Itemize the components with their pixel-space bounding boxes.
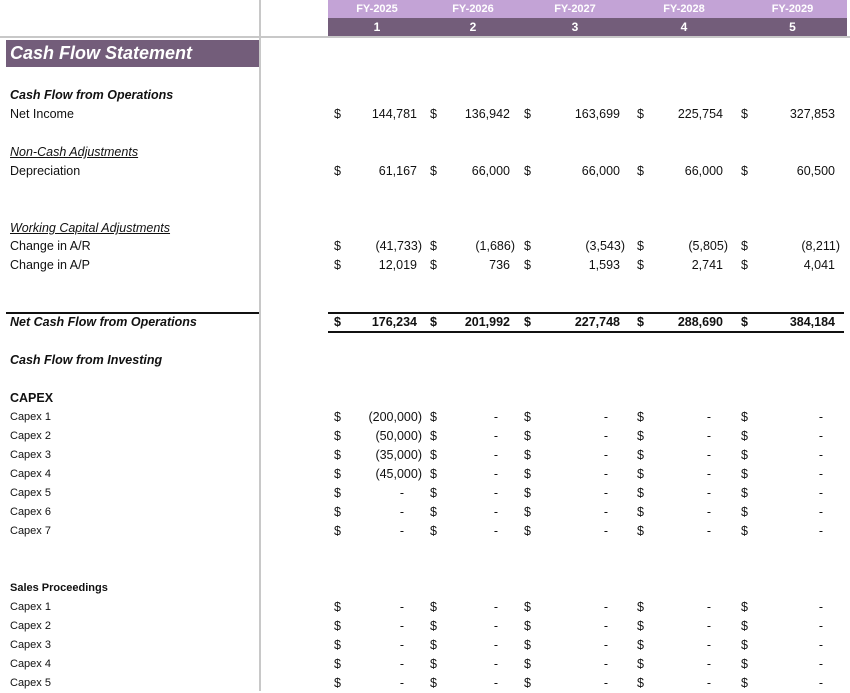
currency-symbol: $ <box>741 448 748 462</box>
cell-sales-capex-3-4[interactable]: - <box>706 638 711 652</box>
cell-net-income-4[interactable]: 225,754 <box>677 107 723 121</box>
currency-symbol: $ <box>741 524 748 538</box>
currency-symbol: $ <box>741 239 748 253</box>
row-label-change-ar: Change in A/R <box>10 239 91 253</box>
currency-symbol: $ <box>334 164 341 178</box>
currency-symbol: $ <box>524 315 531 329</box>
cell-capex-5-3[interactable]: - <box>603 486 608 500</box>
cell-capex-4-5[interactable]: - <box>818 467 823 481</box>
cell-change-ap-4[interactable]: 2,741 <box>691 258 723 272</box>
currency-symbol: $ <box>430 619 437 633</box>
currency-symbol: $ <box>430 315 437 329</box>
cell-sales-capex-3-5[interactable]: - <box>818 638 823 652</box>
cell-capex-7-1[interactable]: - <box>399 524 404 538</box>
cell-capex-6-4[interactable]: - <box>706 505 711 519</box>
frozen-pane-divider-horizontal <box>0 36 850 38</box>
currency-symbol: $ <box>637 429 644 443</box>
currency-symbol: $ <box>430 486 437 500</box>
row-label-net-income: Net Income <box>10 107 74 121</box>
cell-net-cash-operations-1[interactable]: 176,234 <box>371 315 417 329</box>
currency-symbol: $ <box>334 315 341 329</box>
cell-capex-3-2[interactable]: - <box>493 448 498 462</box>
currency-symbol: $ <box>637 676 644 690</box>
header-year-fy2025: FY-2025 <box>328 0 426 18</box>
cell-net-income-5[interactable]: 327,853 <box>789 107 835 121</box>
cell-depreciation-3[interactable]: 66,000 <box>581 164 620 178</box>
cell-sales-capex-4-4[interactable]: - <box>706 657 711 671</box>
cell-net-income-2[interactable]: 136,942 <box>464 107 510 121</box>
row-label-capex-2: Capex 2 <box>10 430 51 442</box>
currency-symbol: $ <box>741 657 748 671</box>
header-year-fy2028: FY-2028 <box>630 0 738 18</box>
cell-capex-7-2[interactable]: - <box>493 524 498 538</box>
currency-symbol: $ <box>524 107 531 121</box>
cell-sales-capex-2-1[interactable]: - <box>399 619 404 633</box>
cell-capex-7-4[interactable]: - <box>706 524 711 538</box>
currency-symbol: $ <box>430 524 437 538</box>
currency-symbol: $ <box>524 657 531 671</box>
cell-capex-1-3[interactable]: - <box>603 410 608 424</box>
currency-symbol: $ <box>430 638 437 652</box>
row-label-capex-4: Capex 4 <box>10 468 51 480</box>
cell-change-ap-2[interactable]: 736 <box>489 258 510 272</box>
currency-symbol: $ <box>637 239 644 253</box>
header-year-fy2029: FY-2029 <box>738 0 847 18</box>
cell-sales-capex-2-4[interactable]: - <box>706 619 711 633</box>
currency-symbol: $ <box>334 486 341 500</box>
cell-capex-6-1[interactable]: - <box>399 505 404 519</box>
currency-symbol: $ <box>741 107 748 121</box>
row-label-net-cash-operations: Net Cash Flow from Operations <box>10 315 197 329</box>
row-label-sales-capex-3: Capex 3 <box>10 639 51 651</box>
header-period-3: 3 <box>520 18 630 36</box>
cell-sales-capex-3-3[interactable]: - <box>603 638 608 652</box>
currency-symbol: $ <box>741 638 748 652</box>
currency-symbol: $ <box>430 600 437 614</box>
cell-net-income-1[interactable]: 144,781 <box>371 107 417 121</box>
currency-symbol: $ <box>524 600 531 614</box>
cell-capex-7-3[interactable]: - <box>603 524 608 538</box>
cell-capex-1-2[interactable]: - <box>493 410 498 424</box>
currency-symbol: $ <box>430 505 437 519</box>
cell-depreciation-2[interactable]: 66,000 <box>471 164 510 178</box>
cell-sales-capex-5-5[interactable]: - <box>818 676 823 690</box>
cell-capex-5-2[interactable]: - <box>493 486 498 500</box>
currency-symbol: $ <box>524 239 531 253</box>
cell-change-ar-3[interactable]: (3,543) <box>585 239 625 253</box>
cell-sales-capex-2-3[interactable]: - <box>603 619 608 633</box>
cell-capex-3-4[interactable]: - <box>706 448 711 462</box>
currency-symbol: $ <box>524 486 531 500</box>
currency-symbol: $ <box>430 410 437 424</box>
section-heading-investing: Cash Flow from Investing <box>10 353 163 367</box>
currency-symbol: $ <box>741 164 748 178</box>
currency-symbol: $ <box>430 164 437 178</box>
currency-symbol: $ <box>334 600 341 614</box>
currency-symbol: $ <box>334 107 341 121</box>
row-label-sales-capex-5: Capex 5 <box>10 677 51 689</box>
row-label-change-ap: Change in A/P <box>10 258 90 272</box>
page-title: Cash Flow Statement <box>6 40 259 67</box>
cell-sales-capex-3-1[interactable]: - <box>399 638 404 652</box>
currency-symbol: $ <box>637 258 644 272</box>
row-label-sales-capex-1: Capex 1 <box>10 601 51 613</box>
currency-symbol: $ <box>524 258 531 272</box>
cell-sales-capex-5-4[interactable]: - <box>706 676 711 690</box>
row-label-capex-1: Capex 1 <box>10 411 51 423</box>
currency-symbol: $ <box>334 524 341 538</box>
currency-symbol: $ <box>741 315 748 329</box>
currency-symbol: $ <box>741 258 748 272</box>
cell-net-cash-operations-3[interactable]: 227,748 <box>574 315 620 329</box>
subheading-sales-proceedings: Sales Proceedings <box>10 582 108 594</box>
currency-symbol: $ <box>741 410 748 424</box>
cell-change-ar-2[interactable]: (1,686) <box>475 239 515 253</box>
cell-change-ar-1[interactable]: (41,733) <box>375 239 422 253</box>
cell-sales-capex-4-1[interactable]: - <box>399 657 404 671</box>
row-label-capex-6: Capex 6 <box>10 506 51 518</box>
subheading-working-capital: Working Capital Adjustments <box>10 221 171 235</box>
row-label-capex-3: Capex 3 <box>10 449 51 461</box>
currency-symbol: $ <box>637 619 644 633</box>
frozen-pane-divider-vertical <box>259 0 261 691</box>
cell-capex-1-5[interactable]: - <box>818 410 823 424</box>
currency-symbol: $ <box>637 638 644 652</box>
cell-change-ar-4[interactable]: (5,805) <box>688 239 728 253</box>
cell-depreciation-5[interactable]: 60,500 <box>796 164 835 178</box>
cell-sales-capex-4-5[interactable]: - <box>818 657 823 671</box>
currency-symbol: $ <box>741 619 748 633</box>
currency-symbol: $ <box>430 429 437 443</box>
row-label-capex-7: Capex 7 <box>10 525 51 537</box>
currency-symbol: $ <box>334 676 341 690</box>
currency-symbol: $ <box>334 448 341 462</box>
cell-capex-4-3[interactable]: - <box>603 467 608 481</box>
cell-change-ap-3[interactable]: 1,593 <box>588 258 620 272</box>
currency-symbol: $ <box>524 638 531 652</box>
currency-symbol: $ <box>741 486 748 500</box>
header-period-1: 1 <box>328 18 426 36</box>
currency-symbol: $ <box>334 410 341 424</box>
cell-capex-1-1[interactable]: (200,000) <box>368 410 422 424</box>
currency-symbol: $ <box>637 524 644 538</box>
cell-capex-5-1[interactable]: - <box>399 486 404 500</box>
currency-symbol: $ <box>524 676 531 690</box>
currency-symbol: $ <box>430 467 437 481</box>
currency-symbol: $ <box>741 600 748 614</box>
currency-symbol: $ <box>334 619 341 633</box>
cell-capex-2-2[interactable]: - <box>493 429 498 443</box>
currency-symbol: $ <box>334 657 341 671</box>
currency-symbol: $ <box>334 239 341 253</box>
currency-symbol: $ <box>524 429 531 443</box>
cell-capex-3-3[interactable]: - <box>603 448 608 462</box>
currency-symbol: $ <box>524 467 531 481</box>
header-period-4: 4 <box>630 18 738 36</box>
cell-net-income-3[interactable]: 163,699 <box>574 107 620 121</box>
cell-net-cash-operations-5[interactable]: 384,184 <box>789 315 835 329</box>
currency-symbol: $ <box>637 657 644 671</box>
cell-capex-3-1[interactable]: (35,000) <box>375 448 422 462</box>
currency-symbol: $ <box>741 429 748 443</box>
currency-symbol: $ <box>524 410 531 424</box>
cell-capex-5-4[interactable]: - <box>706 486 711 500</box>
cell-sales-capex-1-2[interactable]: - <box>493 600 498 614</box>
currency-symbol: $ <box>524 524 531 538</box>
cell-sales-capex-3-2[interactable]: - <box>493 638 498 652</box>
currency-symbol: $ <box>430 258 437 272</box>
cell-sales-capex-1-3[interactable]: - <box>603 600 608 614</box>
row-label-capex-5: Capex 5 <box>10 487 51 499</box>
header-year-fy2026: FY-2026 <box>426 0 520 18</box>
currency-symbol: $ <box>334 429 341 443</box>
currency-symbol: $ <box>334 638 341 652</box>
currency-symbol: $ <box>524 164 531 178</box>
cell-capex-2-1[interactable]: (50,000) <box>375 429 422 443</box>
cell-sales-capex-1-4[interactable]: - <box>706 600 711 614</box>
cell-capex-7-5[interactable]: - <box>818 524 823 538</box>
cell-capex-4-1[interactable]: (45,000) <box>375 467 422 481</box>
cell-capex-5-5[interactable]: - <box>818 486 823 500</box>
header-period-5: 5 <box>738 18 847 36</box>
cell-sales-capex-5-3[interactable]: - <box>603 676 608 690</box>
section-heading-operations: Cash Flow from Operations <box>10 88 174 102</box>
currency-symbol: $ <box>637 448 644 462</box>
currency-symbol: $ <box>637 107 644 121</box>
currency-symbol: $ <box>637 315 644 329</box>
row-label-depreciation: Depreciation <box>10 164 81 178</box>
currency-symbol: $ <box>524 448 531 462</box>
currency-symbol: $ <box>430 448 437 462</box>
currency-symbol: $ <box>637 164 644 178</box>
currency-symbol: $ <box>430 239 437 253</box>
currency-symbol: $ <box>430 107 437 121</box>
cell-capex-6-3[interactable]: - <box>603 505 608 519</box>
cell-sales-capex-4-2[interactable]: - <box>493 657 498 671</box>
currency-symbol: $ <box>524 619 531 633</box>
cell-capex-2-4[interactable]: - <box>706 429 711 443</box>
cell-sales-capex-2-5[interactable]: - <box>818 619 823 633</box>
cell-depreciation-1[interactable]: 61,167 <box>378 164 417 178</box>
cell-capex-6-5[interactable]: - <box>818 505 823 519</box>
cell-capex-2-5[interactable]: - <box>818 429 823 443</box>
currency-symbol: $ <box>637 600 644 614</box>
currency-symbol: $ <box>430 676 437 690</box>
currency-symbol: $ <box>334 467 341 481</box>
cell-change-ap-1[interactable]: 12,019 <box>378 258 417 272</box>
cell-sales-capex-1-5[interactable]: - <box>818 600 823 614</box>
currency-symbol: $ <box>334 505 341 519</box>
currency-symbol: $ <box>430 657 437 671</box>
cell-depreciation-4[interactable]: 66,000 <box>684 164 723 178</box>
currency-symbol: $ <box>741 505 748 519</box>
currency-symbol: $ <box>741 467 748 481</box>
cell-sales-capex-1-1[interactable]: - <box>399 600 404 614</box>
currency-symbol: $ <box>334 258 341 272</box>
cell-capex-3-5[interactable]: - <box>818 448 823 462</box>
cell-capex-2-3[interactable]: - <box>603 429 608 443</box>
cell-capex-4-4[interactable]: - <box>706 467 711 481</box>
subheading-capex: CAPEX <box>10 391 54 405</box>
subheading-non-cash: Non-Cash Adjustments <box>10 145 139 159</box>
currency-symbol: $ <box>524 505 531 519</box>
cell-net-cash-operations-2[interactable]: 201,992 <box>464 315 510 329</box>
cell-sales-capex-4-3[interactable]: - <box>603 657 608 671</box>
cell-capex-4-2[interactable]: - <box>493 467 498 481</box>
cell-sales-capex-2-2[interactable]: - <box>493 619 498 633</box>
currency-symbol: $ <box>637 410 644 424</box>
row-label-sales-capex-4: Capex 4 <box>10 658 51 670</box>
cell-change-ap-5[interactable]: 4,041 <box>803 258 835 272</box>
cell-capex-1-4[interactable]: - <box>706 410 711 424</box>
currency-symbol: $ <box>637 505 644 519</box>
cell-net-cash-operations-4[interactable]: 288,690 <box>677 315 723 329</box>
cell-sales-capex-5-1[interactable]: - <box>399 676 404 690</box>
header-period-2: 2 <box>426 18 520 36</box>
cell-sales-capex-5-2[interactable]: - <box>493 676 498 690</box>
currency-symbol: $ <box>637 486 644 500</box>
cell-change-ar-5[interactable]: (8,211) <box>801 239 840 253</box>
currency-symbol: $ <box>741 676 748 690</box>
row-label-sales-capex-2: Capex 2 <box>10 620 51 632</box>
cell-capex-6-2[interactable]: - <box>493 505 498 519</box>
header-year-fy2027: FY-2027 <box>520 0 630 18</box>
currency-symbol: $ <box>637 467 644 481</box>
